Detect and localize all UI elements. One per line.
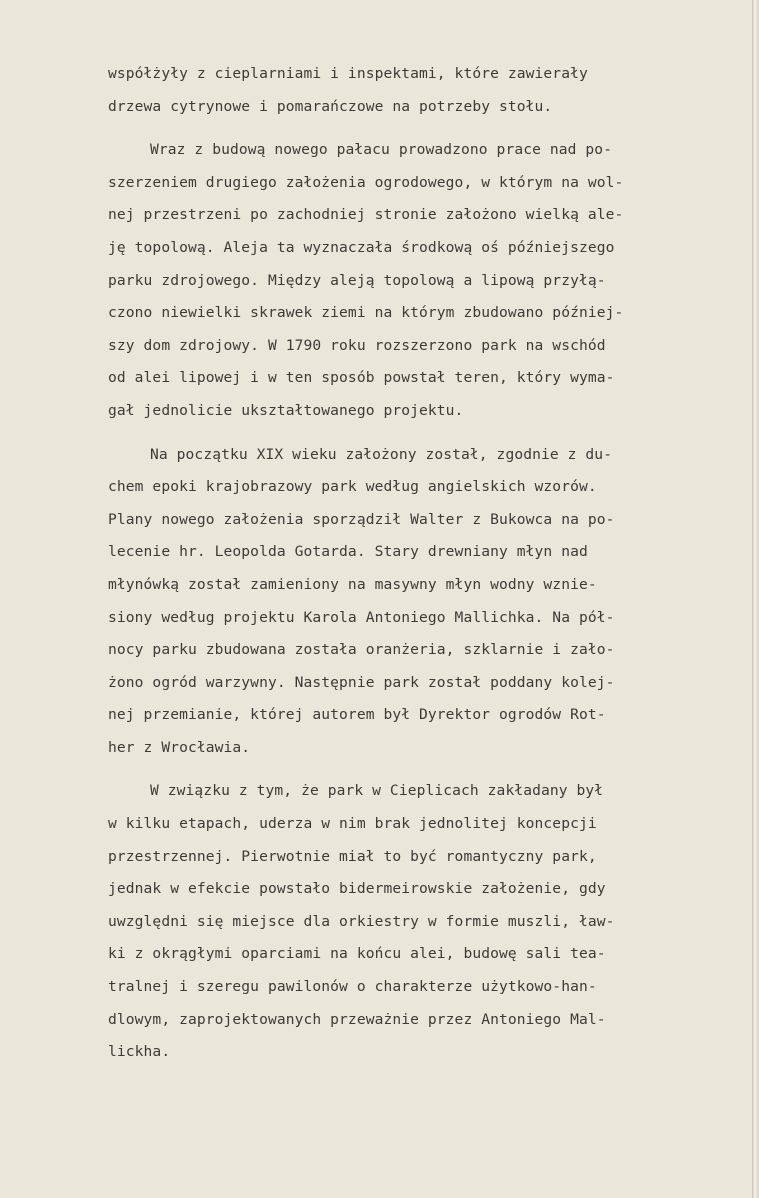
text-line: chem epoki krajobrazowy park według angielskich wzorów.	[108, 478, 597, 496]
text-line: ję topolową. Aleja ta wyznaczała środkową oś późniejszego	[108, 238, 615, 256]
paragraph	[108, 775, 708, 1068]
text-line: młynówką został zamieniony na masywny młyn wodny wznie-	[108, 575, 597, 593]
page-edge	[752, 0, 759, 1198]
text-line: W związku z tym, że park w Cieplicach zakładany był	[150, 782, 604, 800]
text-line: czono niewielki skrawek ziemi na którym zbudowano później-	[108, 304, 624, 322]
text-line: żono ogród warzywny. Następnie park został poddany kolej-	[108, 673, 615, 691]
text-line: gał jednolicie ukształtowanego projektu.	[108, 401, 464, 419]
paragraph	[108, 134, 708, 427]
text-line: współżyły z cieplarniami i inspektami, które zawierały	[108, 65, 588, 82]
text-line: w kilku etapach, uderza w nim brak jednolitej koncepcji	[108, 815, 597, 833]
text-line: uwzględni się miejsce dla orkiestry w formie muszli, ław-	[108, 912, 615, 930]
text-line: jednak w efekcie powstało bidermeirowskie założenie, gdy	[108, 880, 606, 898]
typewritten-text-body	[108, 58, 708, 1069]
text-line: drzewa cytrynowe i pomarańczowe na potrzeby stołu.	[108, 97, 553, 115]
paragraph	[108, 439, 708, 765]
text-line: Plany nowego założenia sporządził Walter z Bukowca na po-	[108, 510, 615, 528]
text-line: Wraz z budową nowego pałacu prowadzono prace nad po-	[150, 141, 613, 159]
paragraph	[108, 58, 708, 123]
text-line: Na początku XIX wieku założony został, zgodnie z du-	[150, 445, 613, 463]
text-line: dlowym, zaprojektowanych przeważnie przez Antoniego Mal-	[108, 1010, 606, 1028]
text-line: her z Wrocławia.	[108, 738, 251, 756]
text-line: ki z okrągłymi oparciami na końcu alei, budowę sali tea-	[108, 945, 606, 963]
text-line: nej przestrzeni po zachodniej stronie założono wielką ale-	[108, 206, 624, 224]
text-line: lickha.	[108, 1043, 171, 1061]
text-line: nocy parku zbudowana została oranżeria, szklarnie i zało-	[108, 641, 615, 659]
text-line: szerzeniem drugiego założenia ogrodowego, w którym na wol-	[108, 173, 624, 191]
text-line: lecenie hr. Leopolda Gotarda. Stary drewniany młyn nad	[108, 543, 588, 561]
text-line: przestrzennej. Pierwotnie miał to być romantyczny park,	[108, 847, 597, 865]
text-line: od alei lipowej i w ten sposób powstał teren, który wyma-	[108, 369, 615, 387]
text-line: szy dom zdrojowy. W 1790 roku rozszerzono park na wschód	[108, 336, 606, 354]
text-line: tralnej i szeregu pawilonów o charakterze użytkowo-han-	[108, 978, 597, 996]
text-line: parku zdrojowego. Między aleją topolową a lipową przyłą-	[108, 271, 606, 289]
text-line: nej przemianie, której autorem był Dyrektor ogrodów Rot-	[108, 706, 606, 724]
text-line: siony według projektu Karola Antoniego Mallichka. Na pół-	[108, 608, 615, 626]
